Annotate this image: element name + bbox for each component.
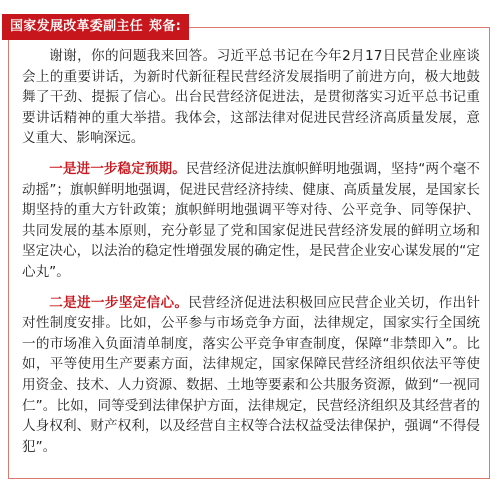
paragraph-text: 谢谢，你的问题我来回答。习近平总书记在今年2月17日民营企业座谈会上的重要讲话，为新时代新征程民营经济发展指明了前进方向，极大地鼓舞了干劲、提振了信心。出台民营经济促进法，是贯彻落实习近平总书记重要讲话精神的重大举措。我体会，这部法律对促进民营经济高质量发展，意义重大、影响深远。: [22, 48, 480, 147]
paragraph-text: 民营经济促进法旗帜鲜明地强调，坚持“两个毫不动摇”；旗帜鲜明地强调，促进民营经济持续、健康、高质量发展，是国家长期坚持的重大方针政策；旗帜鲜明地强调平等对待、公平竞争、同等保护、共同发展的基本原则，充分彰显了党和国家促进民营经济发展的鲜明立场和坚定决心，以法治的稳定性增强发展的确定性，是民营企业安心谋发展的“定心丸”。: [22, 160, 480, 280]
paragraph-lead: 二是进一步坚定信心。: [49, 294, 189, 311]
speaker-name: 郑备:: [149, 19, 182, 34]
quote-body: [22, 46, 480, 457]
paragraph-text: 民营经济促进法积极回应民营企业关切，作出针对性制度安排。比如，公平参与市场竞争方面，法律规定，国家实行全国统一的市场准入负面清单制度，落实公平竞争审查制度，保障“非禁即入”。比如，平等使用生产要素方面，法律规定，国家保障民营经济组织依法平等使用资金、技术、人力资源、数据、土地等要素和公共服务资源，做到“一视同仁”。比如，同等受到法律保护方面，法律规定，民营经济组织及其经营者的人身权利、财产权利，以及经营自主权等合法权益受法律保护，强调“不得侵犯”。: [22, 294, 481, 455]
speaker-tag: [2, 14, 189, 40]
paragraph-intro: [22, 46, 480, 149]
paragraph-lead: 一是进一步稳定预期。: [49, 160, 186, 177]
speaker-title: 国家发展改革委副主任: [10, 19, 144, 34]
paragraph-point-2: [22, 293, 480, 458]
paragraph-point-1: [22, 159, 480, 283]
